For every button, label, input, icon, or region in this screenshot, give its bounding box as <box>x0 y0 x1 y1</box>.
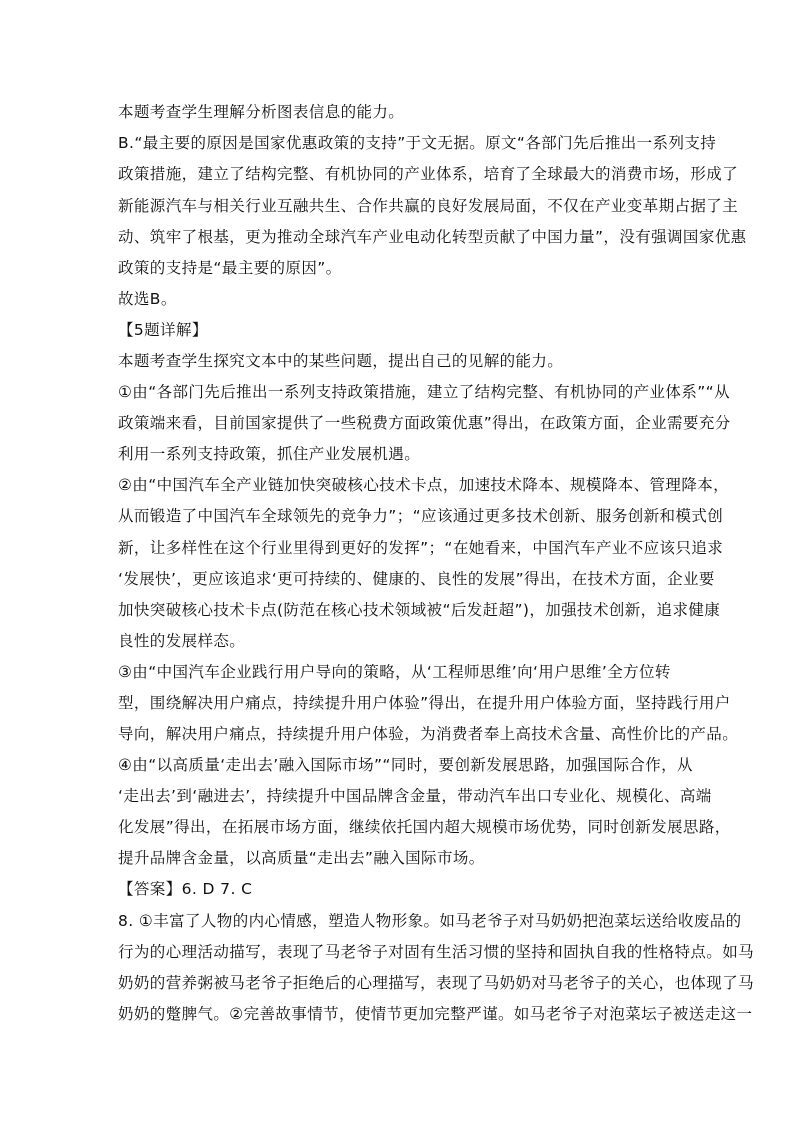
text-line: B.“最主要的原因是国家优惠政策的支持”于文无据。原文“各部门先后推出一系列支持 <box>118 134 717 152</box>
text-line: 本题考查学生探究文本中的某些问题，提出自己的见解的能力。 <box>118 352 564 370</box>
text-line: ②由“中国汽车全产业链加快突破核心技术卡点，加速技术降本、规模降本、管理降本， <box>118 476 730 494</box>
text-line: 奶奶的蹩脾气。②完善故事情节，使情节更加完整严谨。如马老爷子对泡菜坛子被送走这一 <box>118 1005 753 1023</box>
text-line: 从而锻造了中国汽车全球领先的竞争力”；“应该通过更多技术创新、服务创新和模式创 <box>118 507 724 525</box>
text-line: 政策措施，建立了结构完整、有机协同的产业体系，培育了全球最大的消费市场，形成了 <box>118 165 739 183</box>
text-line: 奶奶的营养粥被马老爷子拒绝后的心理描写，表现了马奶奶对马老爷子的关心，也体现了马 <box>118 974 755 992</box>
text-line: 政策的支持是“最主要的原因”。 <box>118 259 342 277</box>
text-line: 导向，解决用户痛点，持续提升用户体验，为消费者奉上高技术含量、高性价比的产品。 <box>118 725 739 743</box>
text-line: 提升品牌含金量，以高质量“走出去”融入国际市场。 <box>118 849 485 867</box>
text-line: ④由“以高质量‘走出去’融入国际市场”“同时，要创新发展思路，加强国际合作，从 <box>118 756 693 774</box>
text-line: ①由“各部门先后推出一系列支持政策措施，建立了结构完整、有机协同的产业体系”“从 <box>118 383 730 401</box>
text-line: 化发展”得出，在拓展市场方面，继续依托国内超大规模市场优势，同时创新发展思路， <box>118 818 731 836</box>
text-line: 加快突破核心技术卡点(防范在核心技术领域被“后发赶超”)，加强技术创新，追求健康 <box>118 601 721 619</box>
text-line: 新能源汽车与相关行业互融共生、合作共赢的良好发展局面，不仅在产业变革期占据了主 <box>118 197 739 215</box>
text-line: 故选B。 <box>118 290 177 308</box>
text-line: 本题考查学生理解分析图表信息的能力。 <box>118 103 405 121</box>
text-line: 新，让多样性在这个行业里得到更好的发挥”；“在她看来，中国汽车产业不应该只追求 <box>118 539 724 557</box>
text-line: 行为的心理活动描写，表现了马老爷子对固有生活习惯的坚持和固执自我的性格特点。如马 <box>118 943 755 961</box>
text-line: ‘发展快’，更应该追求‘更可持续的、健康的、良性的发展”得出，在技术方面，企业要 <box>118 570 715 588</box>
text-line: 8. ①丰富了人物的内心情感，塑造人物形象。如马老爷子对马奶奶把泡菜坛送给收废品的 <box>118 912 742 930</box>
text-line: ‘走出去’到‘融进去’，持续提升中国品牌含金量，带动汽车出口专业化、规模化、高端 <box>118 787 712 805</box>
text-line: 良性的发展样态。 <box>118 632 246 650</box>
text-line: ③由“中国汽车企业践行用户导向的策略，从‘工程师思维’向‘用户思维’全方位转 <box>118 663 671 681</box>
text-line: 政策端来看，目前国家提供了一些税费方面政策优惠”得出，在政策方面，企业需要充分 <box>118 414 731 432</box>
text-line: 利用一系列支持政策，抓住产业发展机遇。 <box>118 445 421 463</box>
answer-line: 【答案】6. D 7. C <box>118 880 253 898</box>
section-heading: 【5题详解】 <box>118 321 208 339</box>
text-line: 动、筑牢了根基，更为推动全球汽车产业电动化转型贡献了中国力量”，没有强调国家优惠 <box>118 228 747 246</box>
text-line: 型，围绕解决用户痛点，持续提升用户体验”得出，在提升用户体验方面，坚持践行用户 <box>118 694 731 712</box>
